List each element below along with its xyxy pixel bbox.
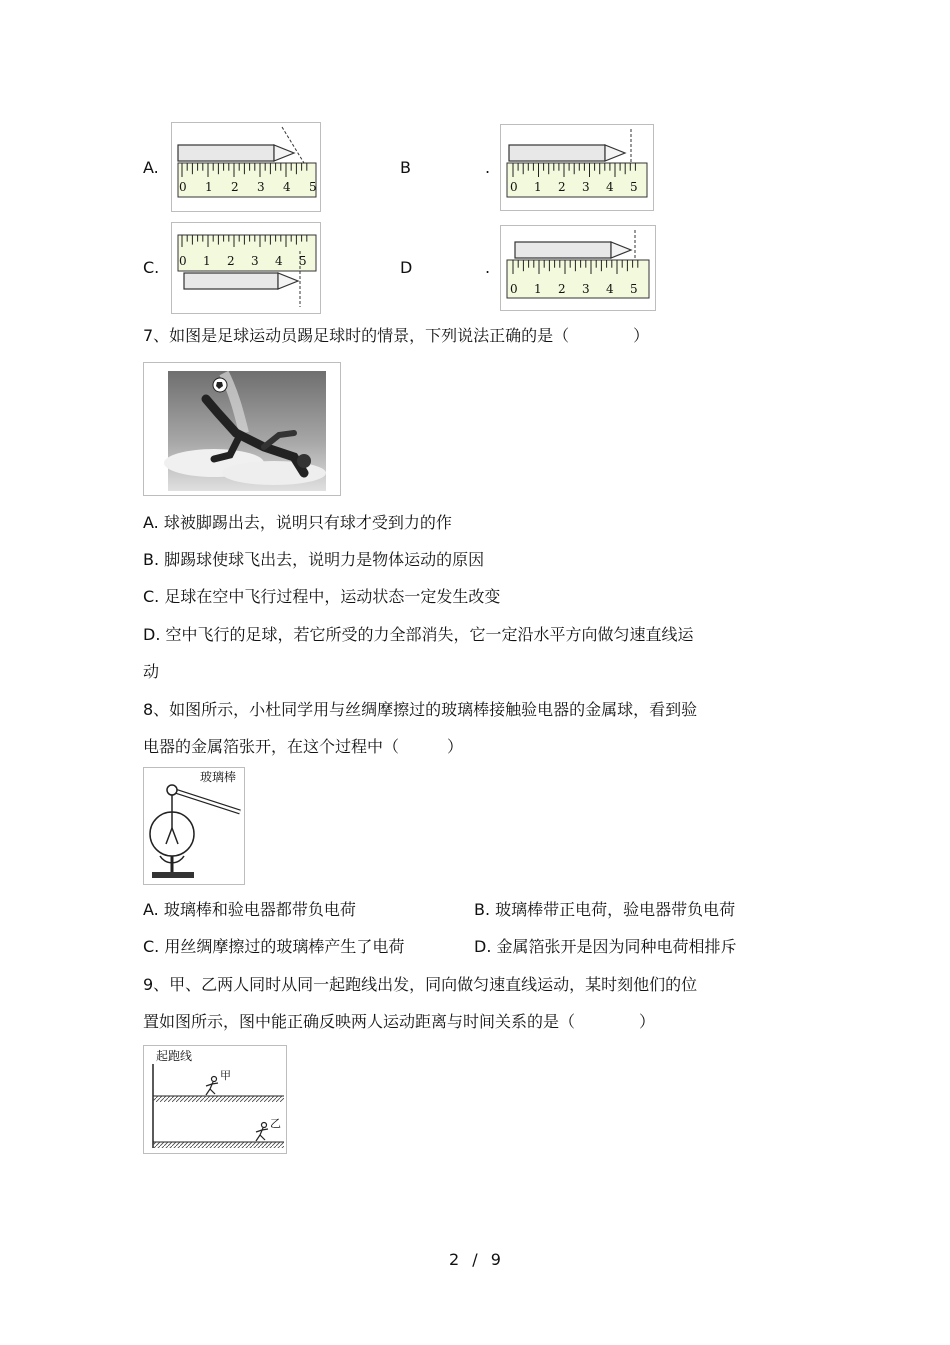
race-diagram xyxy=(144,1046,286,1153)
ruler-diagram-a xyxy=(172,123,320,211)
electroscope-figure xyxy=(143,767,245,885)
question-7-stem: 7、如图是足球运动员踢足球时的情景，下列说法正确的是（ ） xyxy=(143,326,650,345)
option-c-label: C. xyxy=(143,258,160,277)
ruler-tick-label: 3 xyxy=(582,180,590,194)
electroscope-diagram xyxy=(144,768,244,884)
ruler-tick-label: 4 xyxy=(606,282,614,296)
question-8-option-c: C. 用丝绸摩擦过的玻璃棒产生了电荷 xyxy=(143,937,405,956)
option-d-label: D xyxy=(400,258,413,277)
ruler-tick-label: 3 xyxy=(251,254,259,268)
question-8-option-a: A. 玻璃棒和验电器都带负电荷 xyxy=(143,900,356,919)
question-8-option-b: B. 玻璃棒带正电荷，验电器带负电荷 xyxy=(474,900,736,919)
question-8-option-d: D. 金属箔张开是因为同种电荷相排斥 xyxy=(474,937,737,956)
ruler-tick-label: 3 xyxy=(582,282,590,296)
soccer-player-image xyxy=(144,363,340,495)
ruler-diagram-c xyxy=(172,223,320,313)
ruler-tick-label: 5 xyxy=(299,254,307,268)
question-7-option-d: D. 空中飞行的足球，若它所受的力全部消失，它一定沿水平方向做匀速直线运 xyxy=(143,625,694,644)
question-7-option-d-cont: 动 xyxy=(143,662,160,681)
ruler-tick-label: 3 xyxy=(257,180,265,194)
question-7-option-a: A. 球被脚踢出去，说明只有球才受到力的作 xyxy=(143,513,452,532)
option-a-label: A. xyxy=(143,158,159,177)
ruler-tick-label: 5 xyxy=(630,282,638,296)
ruler-tick-label: 4 xyxy=(283,180,291,194)
ruler-tick-label: 1 xyxy=(534,282,542,296)
ruler-figure-c xyxy=(171,222,321,314)
ruler-tick-label: 1 xyxy=(205,180,213,194)
question-7-option-c: C. 足球在空中飞行过程中，运动状态一定发生改变 xyxy=(143,587,501,606)
start-line-label: 起跑线 xyxy=(156,1049,193,1063)
ruler-tick-label: 5 xyxy=(630,180,638,194)
ruler-tick-label: 0 xyxy=(179,254,187,268)
ruler-tick-label: 2 xyxy=(227,254,235,268)
ruler-diagram-d xyxy=(501,226,655,310)
glass-rod-label: 玻璃棒 xyxy=(200,770,237,784)
question-9-stem-line2: 置如图所示，图中能正确反映两人运动距离与时间关系的是（ ） xyxy=(143,1012,656,1031)
page-current: 2 xyxy=(449,1250,460,1269)
ruler-tick-label: 2 xyxy=(558,180,566,194)
runner-a-icon xyxy=(206,1077,218,1096)
ruler-figure-a xyxy=(171,122,321,212)
runner-b-label: 乙 xyxy=(270,1117,281,1130)
ruler-tick-label: 5 xyxy=(309,180,317,194)
ruler-tick-label: 1 xyxy=(203,254,211,268)
ruler-diagram-b xyxy=(501,125,653,210)
option-d-dot: . xyxy=(485,258,491,277)
page-total: 9 xyxy=(490,1250,501,1269)
page-number xyxy=(0,1250,950,1269)
ruler-tick-label: 2 xyxy=(231,180,239,194)
ruler-tick-label: 1 xyxy=(534,180,542,194)
option-b-dot: . xyxy=(485,158,491,177)
ruler-tick-label: 0 xyxy=(510,180,518,194)
option-b-label: B xyxy=(400,158,411,177)
ruler-figure-b xyxy=(500,124,654,211)
question-7-option-b: B. 脚踢球使球飞出去，说明力是物体运动的原因 xyxy=(143,550,485,569)
race-figure xyxy=(143,1045,287,1154)
runner-b-icon xyxy=(256,1123,268,1142)
ruler-figure-d xyxy=(500,225,656,311)
question-8-stem-line2: 电器的金属箔张开，在这个过程中（ ） xyxy=(143,737,464,756)
ruler-tick-label: 4 xyxy=(275,254,283,268)
soccer-photo xyxy=(143,362,341,496)
ruler-tick-label: 4 xyxy=(606,180,614,194)
question-8-stem-line1: 8、如图所示，小杜同学用与丝绸摩擦过的玻璃棒接触验电器的金属球，看到验 xyxy=(143,700,698,719)
page-separator: / xyxy=(472,1250,478,1269)
question-9-stem-line1: 9、甲、乙两人同时从同一起跑线出发，同向做匀速直线运动，某时刻他们的位 xyxy=(143,975,698,994)
ruler-tick-label: 0 xyxy=(510,282,518,296)
runner-a-label: 甲 xyxy=(220,1069,231,1082)
ruler-tick-label: 2 xyxy=(558,282,566,296)
ruler-tick-label: 0 xyxy=(179,180,187,194)
